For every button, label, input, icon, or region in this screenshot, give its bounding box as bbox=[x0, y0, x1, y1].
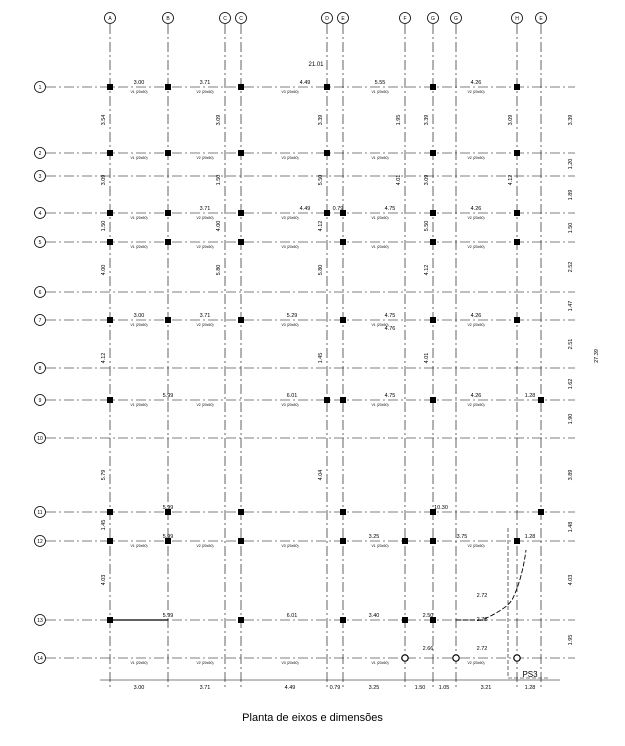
dimension-label: 1.47 bbox=[568, 300, 574, 312]
dimension-label: 4.12 bbox=[424, 264, 430, 276]
beam-label: V1 (20x50) bbox=[130, 323, 148, 327]
dimension-label: 1.28 bbox=[524, 534, 536, 540]
dimension-label: 3.25 bbox=[368, 534, 380, 540]
round-column bbox=[453, 655, 459, 661]
dimension-label: 3.09 bbox=[508, 114, 514, 126]
column-square bbox=[165, 210, 171, 216]
beam-label: V1 (20x50) bbox=[371, 156, 389, 160]
dimension-label: 6.01 bbox=[286, 393, 298, 399]
column-square bbox=[165, 84, 171, 90]
column-square bbox=[430, 210, 436, 216]
dimension-label: 1.48 bbox=[568, 521, 574, 533]
column-square bbox=[165, 317, 171, 323]
beam-label: V1 (20x50) bbox=[130, 156, 148, 160]
dimension-label: 4.49 bbox=[284, 685, 296, 691]
beam-label: V2 (20x50) bbox=[467, 90, 485, 94]
dimension-label: 4.03 bbox=[568, 574, 574, 586]
axis-label-row: 4 bbox=[38, 211, 42, 217]
dimension-label: 4.04 bbox=[318, 469, 324, 481]
column-square bbox=[107, 317, 113, 323]
dimension-label: 5.55 bbox=[374, 80, 386, 86]
plan-details bbox=[100, 528, 560, 680]
column-square bbox=[514, 538, 520, 544]
dimension-label: 2.72 bbox=[476, 593, 488, 599]
dimension-label: 4.12 bbox=[508, 174, 514, 186]
column-square bbox=[340, 509, 346, 515]
column-square bbox=[238, 210, 244, 216]
beam-label: V2 (20x50) bbox=[196, 156, 214, 160]
dimension-label: 4.26 bbox=[470, 80, 482, 86]
axis-label-row: 11 bbox=[37, 510, 43, 516]
dimension-label: 1.20 bbox=[568, 158, 574, 170]
column-square bbox=[514, 210, 520, 216]
column-square bbox=[238, 84, 244, 90]
beam-label: V1 (20x50) bbox=[130, 544, 148, 548]
dimension-label: 2.51 bbox=[568, 338, 574, 350]
beam-label: V2 (20x50) bbox=[196, 403, 214, 407]
column-square bbox=[340, 317, 346, 323]
column-square bbox=[430, 150, 436, 156]
round-column bbox=[514, 655, 520, 661]
axis-label-row: 1 bbox=[38, 85, 42, 91]
dimension-label: 2.66 bbox=[422, 646, 434, 652]
dimension-label: 1.28 bbox=[524, 393, 536, 399]
column-square bbox=[430, 538, 436, 544]
dimension-label: 4.49 bbox=[299, 80, 311, 86]
structural-columns bbox=[107, 84, 544, 661]
column-square bbox=[430, 239, 436, 245]
dimension-label: 1.50 bbox=[414, 685, 426, 691]
dimension-label: 4.75 bbox=[384, 313, 396, 319]
dimension-label: 0.79 bbox=[332, 206, 344, 212]
dimension-label: 3.71 bbox=[199, 206, 211, 212]
beam-label: V3 (20x50) bbox=[281, 403, 299, 407]
ps3-outline bbox=[508, 528, 548, 678]
dimension-label: 5.50 bbox=[318, 174, 324, 186]
beam-label: V3 (20x50) bbox=[281, 216, 299, 220]
dimension-label: 3.09 bbox=[216, 114, 222, 126]
beam-label: V2 (20x50) bbox=[196, 544, 214, 548]
column-square bbox=[238, 239, 244, 245]
axis-label-row: 13 bbox=[37, 618, 43, 624]
dimension-label: 3.00 bbox=[133, 313, 145, 319]
dimension-label: 4.75 bbox=[384, 393, 396, 399]
axis-label-col: F bbox=[403, 16, 407, 23]
column-square bbox=[324, 397, 330, 403]
axis-label-col: H bbox=[515, 16, 519, 23]
column-square bbox=[430, 84, 436, 90]
column-square bbox=[324, 84, 330, 90]
column-square bbox=[107, 210, 113, 216]
dimension-label: 3.21 bbox=[480, 685, 492, 691]
axis-label-row: 6 bbox=[38, 290, 42, 296]
column-square bbox=[402, 538, 408, 544]
dimension-label: 4.12 bbox=[101, 352, 107, 364]
dimension-label: 5.80 bbox=[318, 264, 324, 276]
beam-label: V3 (20x50) bbox=[281, 245, 299, 249]
axis-label-col: G bbox=[431, 16, 435, 23]
beam-label: V2 (20x50) bbox=[196, 661, 214, 665]
column-square bbox=[238, 617, 244, 623]
column-square bbox=[514, 150, 520, 156]
axis-label-row: 14 bbox=[37, 656, 43, 662]
dimension-label: 5.99 bbox=[162, 534, 174, 540]
axis-label-col: C bbox=[239, 16, 243, 23]
column-square bbox=[514, 317, 520, 323]
axis-label-row: 12 bbox=[37, 539, 43, 545]
beam-label: V3 (20x50) bbox=[281, 156, 299, 160]
column-square bbox=[107, 397, 113, 403]
column-square bbox=[340, 617, 346, 623]
dimension-label: 3.54 bbox=[101, 114, 107, 126]
dimension-label: 3.25 bbox=[368, 685, 380, 691]
axis-label-row: 2 bbox=[38, 151, 42, 157]
dimension-label: 4.49 bbox=[299, 206, 311, 212]
axis-label-row: 3 bbox=[38, 174, 42, 180]
axis-label-col: E bbox=[539, 16, 543, 23]
beam-label: V1 (20x50) bbox=[371, 544, 389, 548]
beam-label: V2 (20x50) bbox=[196, 216, 214, 220]
dimension-label: 3.71 bbox=[199, 80, 211, 86]
column-square bbox=[514, 84, 520, 90]
column-square bbox=[107, 538, 113, 544]
dimension-label: 5.99 bbox=[162, 613, 174, 619]
beam-label: V3 (20x50) bbox=[281, 544, 299, 548]
dimension-label: 3.00 bbox=[133, 685, 145, 691]
ps3-label: PS3 bbox=[522, 670, 538, 679]
axis-label-col: B bbox=[166, 16, 170, 23]
dimension-label: 4.01 bbox=[396, 174, 402, 186]
column-square bbox=[238, 509, 244, 515]
column-square bbox=[514, 239, 520, 245]
beam-label: V2 (20x50) bbox=[467, 156, 485, 160]
beam-label: V1 (20x50) bbox=[371, 216, 389, 220]
ramp-curve bbox=[456, 550, 526, 620]
beam-label: V2 (20x50) bbox=[467, 245, 485, 249]
beam-label: V1 (20x50) bbox=[371, 323, 389, 327]
dimension-label: 5.79 bbox=[101, 469, 107, 481]
axis-label-row: 5 bbox=[38, 240, 42, 246]
dimension-label: 4.26 bbox=[470, 206, 482, 212]
column-square bbox=[107, 239, 113, 245]
dimension-label: 5.50 bbox=[424, 220, 430, 232]
beam-label: V2 (20x50) bbox=[467, 403, 485, 407]
dimension-label: 1.95 bbox=[568, 634, 574, 646]
beam-label: V2 (20x50) bbox=[467, 661, 485, 665]
column-square bbox=[340, 239, 346, 245]
beam-label: V3 (20x50) bbox=[281, 323, 299, 327]
dimension-label: 4.76 bbox=[384, 326, 396, 332]
dimension-label: 5.80 bbox=[216, 264, 222, 276]
axis-label-row: 10 bbox=[37, 436, 43, 442]
beam-label: V1 (20x50) bbox=[130, 403, 148, 407]
column-square bbox=[340, 397, 346, 403]
beam-label: V1 (20x50) bbox=[371, 403, 389, 407]
plan-caption: Planta de eixos e dimensões bbox=[242, 712, 383, 724]
dimension-label: 1.62 bbox=[568, 378, 574, 390]
beam-label: V2 (20x50) bbox=[196, 90, 214, 94]
axis-label-col: A bbox=[108, 16, 112, 23]
beam-label: V1 (20x50) bbox=[371, 661, 389, 665]
dimension-label: 3.71 bbox=[199, 685, 211, 691]
dimension-label: 1.05 bbox=[438, 685, 450, 691]
beam-label: V2 (20x50) bbox=[196, 323, 214, 327]
column-square bbox=[402, 617, 408, 623]
dimension-label: 1.50 bbox=[101, 220, 107, 232]
axis-label-row: 8 bbox=[38, 366, 42, 372]
dimension-label: 3.39 bbox=[424, 114, 430, 126]
dimension-label: 2.50 bbox=[422, 613, 434, 619]
dimension-label: 3.39 bbox=[568, 114, 574, 126]
column-square bbox=[107, 150, 113, 156]
axis-label-row: 7 bbox=[38, 318, 42, 324]
dimension-label: 1.45 bbox=[101, 519, 107, 531]
column-square bbox=[238, 150, 244, 156]
axis-label-col: G bbox=[454, 16, 458, 23]
dimension-label: 4.03 bbox=[101, 574, 107, 586]
dimension-label: 4.75 bbox=[384, 206, 396, 212]
column-square bbox=[430, 317, 436, 323]
dimension-label: 5.99 bbox=[162, 393, 174, 399]
beam-label: V2 (20x50) bbox=[196, 245, 214, 249]
column-square bbox=[165, 239, 171, 245]
dimension-label: 3.39 bbox=[318, 114, 324, 126]
beam-label: V2 (20x50) bbox=[467, 323, 485, 327]
dimension-label: 1.45 bbox=[318, 352, 324, 364]
dimension-label: 4.26 bbox=[470, 393, 482, 399]
column-square bbox=[340, 538, 346, 544]
dimension-label: 6.01 bbox=[286, 613, 298, 619]
beam-label: V1 (20x50) bbox=[130, 90, 148, 94]
column-square bbox=[324, 210, 330, 216]
dimension-label: 4.00 bbox=[216, 220, 222, 232]
beam-label: V3 (20x50) bbox=[281, 90, 299, 94]
dimension-label: 3.09 bbox=[101, 174, 107, 186]
dimension-label: 3.75 bbox=[456, 534, 468, 540]
beam-label: V1 (20x50) bbox=[371, 90, 389, 94]
dimension-label: 10.30 bbox=[434, 505, 448, 511]
dimension-label: 2.72 bbox=[476, 646, 488, 652]
dimension-label: 5.99 bbox=[162, 505, 174, 511]
column-square bbox=[238, 317, 244, 323]
dimension-label: 4.26 bbox=[470, 313, 482, 319]
column-square bbox=[238, 538, 244, 544]
dimension-label: 2.72 bbox=[476, 617, 488, 623]
dimension-label: 4.01 bbox=[424, 352, 430, 364]
axis-bubbles bbox=[35, 13, 547, 664]
dimension-label: 5.29 bbox=[286, 313, 298, 319]
beam-label: V1 (20x50) bbox=[130, 661, 148, 665]
beam-label: V2 (20x50) bbox=[467, 544, 485, 548]
column-square bbox=[538, 509, 544, 515]
dimension-label: 1.50 bbox=[568, 222, 574, 234]
dimension-label: 3.89 bbox=[568, 469, 574, 481]
column-square bbox=[538, 397, 544, 403]
column-square bbox=[107, 84, 113, 90]
beam-label: V1 (20x50) bbox=[371, 245, 389, 249]
column-square bbox=[107, 509, 113, 515]
dimension-label: 3.40 bbox=[368, 613, 380, 619]
axis-label-col: D bbox=[325, 16, 329, 23]
beam-label: V2 (20x50) bbox=[467, 216, 485, 220]
beam-label: V1 (20x50) bbox=[130, 216, 148, 220]
dimension-label: 1.89 bbox=[568, 189, 574, 201]
column-square bbox=[165, 150, 171, 156]
dimension-labels bbox=[101, 62, 600, 691]
dimension-label: 1.90 bbox=[568, 413, 574, 425]
axis-label-col: C bbox=[223, 16, 227, 23]
dimension-label: 0.79 bbox=[329, 685, 341, 691]
dimension-label: 1.95 bbox=[396, 114, 402, 126]
column-square bbox=[324, 150, 330, 156]
dimension-label: 21.01 bbox=[308, 62, 324, 68]
round-column bbox=[402, 655, 408, 661]
dimension-label: 27.39 bbox=[594, 349, 600, 363]
axis-label-row: 9 bbox=[38, 398, 42, 404]
beam-label: V1 (20x50) bbox=[130, 245, 148, 249]
dimension-label: 3.09 bbox=[424, 174, 430, 186]
axis-label-col: E bbox=[341, 16, 345, 23]
beam-label: V3 (20x50) bbox=[281, 661, 299, 665]
dimension-label: 1.50 bbox=[216, 174, 222, 186]
dimension-label: 1.28 bbox=[524, 685, 536, 691]
dimension-label: 2.52 bbox=[568, 261, 574, 273]
axis-grid bbox=[46, 24, 575, 690]
dimension-label: 4.12 bbox=[318, 220, 324, 232]
dimension-label: 3.00 bbox=[133, 80, 145, 86]
dimension-label: 3.71 bbox=[199, 313, 211, 319]
column-square bbox=[430, 397, 436, 403]
dimension-label: 4.00 bbox=[101, 264, 107, 276]
